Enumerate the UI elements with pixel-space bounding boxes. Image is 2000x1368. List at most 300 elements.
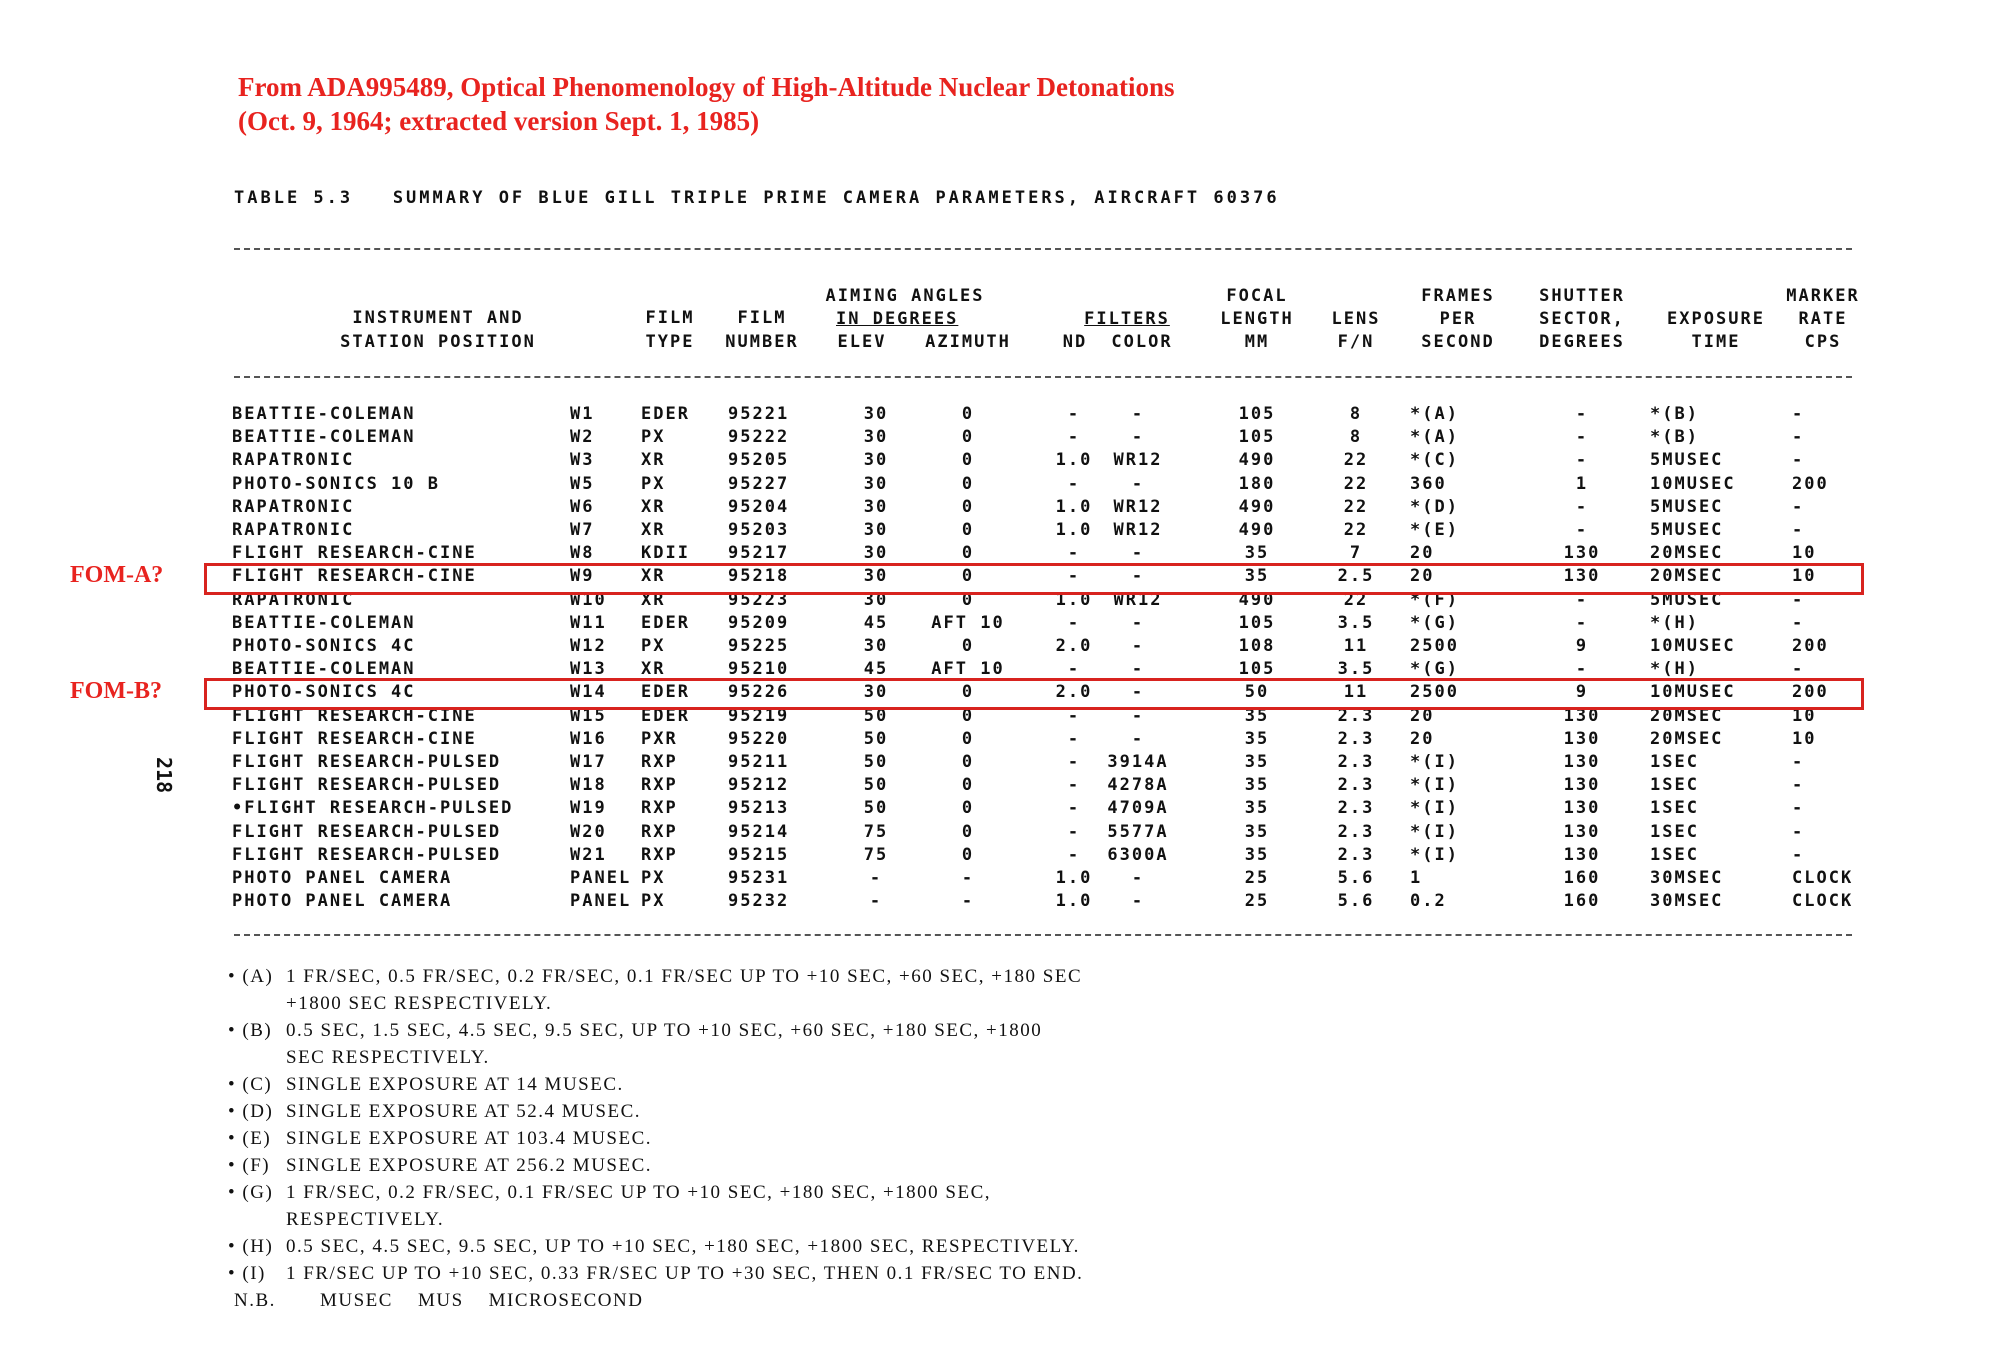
cell-color: -	[1131, 682, 1145, 703]
cell-color: -	[1131, 705, 1145, 726]
cell-marker: 10	[1792, 543, 1817, 564]
cell-focal: 490	[1238, 589, 1276, 610]
cell-azimuth: 0	[961, 496, 975, 517]
cell-marker: -	[1792, 775, 1805, 796]
cell-azimuth: 0	[961, 566, 975, 587]
cell-lens: 2.3	[1337, 752, 1375, 772]
cell-marker: -	[1792, 612, 1805, 633]
cell-azimuth: AFT 10	[931, 659, 1005, 680]
cell-shutter: -	[1575, 496, 1589, 517]
cell-lens: 2.3	[1337, 844, 1375, 865]
cell-marker: 200	[1792, 682, 1829, 703]
cell-film-type: EDER	[641, 612, 690, 633]
cell-station: W19	[570, 798, 607, 819]
footnote-text: SINGLE EXPOSURE AT 52.4 MUSEC.	[286, 1101, 642, 1122]
cell-azimuth: -	[961, 868, 975, 888]
cell-film-type: XR	[641, 566, 666, 587]
header-filters-text: FILTERS	[1084, 309, 1170, 329]
cell-shutter: 130	[1563, 705, 1601, 726]
cell-film-number: 95209	[728, 612, 790, 633]
cell-exposure: 5MUSEC	[1650, 496, 1724, 517]
footnote-line	[228, 1045, 490, 1071]
cell-color: -	[1131, 543, 1145, 564]
cell-station: W20	[570, 821, 607, 842]
cell-shutter: -	[1575, 450, 1589, 471]
cell-film-number: 95213	[728, 798, 790, 819]
footnote-mark: • (B)	[228, 1020, 273, 1041]
cell-station: W6	[570, 496, 595, 517]
cell-focal: 35	[1244, 775, 1270, 796]
cell-elev: 75	[863, 821, 889, 842]
cell-lens: 22	[1343, 450, 1369, 471]
header-exposure-1: EXPOSURE	[1667, 309, 1765, 329]
cell-focal: 25	[1244, 891, 1270, 912]
cell-exposure: 10MUSEC	[1650, 636, 1736, 656]
cell-color: -	[1131, 659, 1145, 680]
cell-instrument: BEATTIE-COLEMAN	[232, 659, 416, 680]
cell-nd: 2.0	[1055, 636, 1093, 656]
cell-lens: 22	[1343, 589, 1369, 610]
footnote-line	[228, 991, 552, 1017]
header-focal-1: FOCAL	[1226, 286, 1288, 306]
cell-color: -	[1131, 404, 1145, 424]
cell-instrument: FLIGHT RESEARCH-PULSED	[232, 775, 502, 796]
cell-marker: -	[1792, 427, 1805, 448]
cell-exposure: 20MSEC	[1650, 705, 1724, 726]
fom-b-highlight-box	[204, 678, 1864, 710]
cell-color: -	[1131, 891, 1145, 912]
cell-lens: 2.5	[1337, 566, 1375, 587]
footnote-text: 1 FR/SEC UP TO +10 SEC, 0.33 FR/SEC UP TO +30 SEC, THEN 0.1 FR/SEC TO END.	[286, 1263, 1084, 1284]
cell-nd: 1.0	[1055, 891, 1093, 912]
cell-focal: 105	[1238, 427, 1276, 448]
header-aiming-2-text: IN DEGREES	[836, 309, 959, 329]
footnote-mark: • (D)	[228, 1101, 274, 1122]
cell-frames: *(A)	[1410, 427, 1459, 448]
source-header-line-2: (Oct. 9, 1964; extracted version Sept. 1, 1985)	[238, 106, 760, 136]
cell-color: WR12	[1113, 520, 1163, 540]
cell-color: 6300A	[1107, 844, 1169, 865]
cell-lens: 11	[1343, 682, 1369, 703]
cell-film-number: 95222	[728, 427, 790, 448]
footnote-line	[228, 964, 1082, 990]
cell-azimuth: 0	[961, 682, 975, 703]
page-number: 218	[152, 757, 176, 794]
cell-frames: *(F)	[1410, 589, 1459, 610]
footnote-mark: N.B.	[234, 1290, 276, 1311]
cell-film-type: KDII	[641, 543, 690, 564]
cell-station: W3	[570, 450, 595, 471]
cell-instrument: RAPATRONIC	[232, 589, 355, 610]
cell-station: PANEL	[570, 891, 632, 912]
cell-shutter: 1	[1575, 473, 1589, 494]
cell-frames: *(C)	[1410, 450, 1459, 471]
cell-nd: 2.0	[1055, 682, 1093, 703]
cell-lens: 2.3	[1337, 821, 1375, 842]
cell-frames: *(D)	[1410, 496, 1459, 517]
cell-instrument: BEATTIE-COLEMAN	[232, 404, 416, 424]
footnote-line	[228, 1234, 1080, 1260]
cell-focal: 50	[1244, 682, 1270, 703]
cell-shutter: -	[1575, 520, 1589, 540]
cell-exposure: 10MUSEC	[1650, 473, 1736, 494]
cell-focal: 35	[1244, 844, 1270, 865]
cell-film-number: 95212	[728, 775, 790, 796]
cell-marker: -	[1792, 589, 1805, 610]
cell-exposure: 1SEC	[1650, 798, 1699, 819]
cell-exposure: 20MSEC	[1650, 566, 1724, 587]
cell-frames: *(E)	[1410, 520, 1459, 540]
cell-shutter: -	[1575, 659, 1589, 680]
cell-elev: 30	[863, 682, 889, 703]
cell-elev: 30	[863, 543, 889, 564]
cell-azimuth: 0	[961, 752, 975, 772]
footnote-mark: • (H)	[228, 1236, 274, 1257]
footnote-text: +1800 SEC RESPECTIVELY.	[286, 993, 553, 1014]
cell-station: W7	[570, 520, 595, 540]
cell-instrument: FLIGHT RESEARCH-CINE	[232, 566, 477, 587]
header-color: COLOR	[1111, 332, 1173, 352]
cell-nd: -	[1067, 659, 1081, 680]
footnote-mark: • (G)	[228, 1182, 274, 1203]
cell-nd: -	[1067, 775, 1081, 796]
footnote-text: SINGLE EXPOSURE AT 256.2 MUSEC.	[286, 1155, 653, 1176]
cell-instrument: FLIGHT RESEARCH-CINE	[232, 543, 477, 564]
cell-shutter: -	[1575, 404, 1589, 424]
cell-azimuth: 0	[961, 705, 975, 726]
cell-film-type: PX	[641, 636, 666, 656]
cell-color: 4709A	[1107, 798, 1169, 819]
cell-azimuth: 0	[961, 473, 975, 494]
cell-instrument: RAPATRONIC	[232, 496, 355, 517]
cell-exposure: 30MSEC	[1650, 891, 1724, 912]
fom-b-label: FOM-B?	[70, 678, 162, 704]
header-shutter-3: DEGREES	[1539, 332, 1625, 352]
header-nd: ND	[1062, 332, 1088, 352]
header-azimuth: AZIMUTH	[925, 332, 1011, 352]
footnote-line	[228, 1099, 641, 1125]
cell-elev: 30	[863, 404, 889, 424]
cell-film-type: EDER	[641, 682, 690, 703]
cell-nd: -	[1067, 543, 1081, 564]
cell-azimuth: 0	[961, 844, 975, 865]
cell-shutter: 9	[1575, 682, 1589, 703]
cell-film-number: 95219	[728, 705, 790, 726]
cell-color: 3914A	[1107, 752, 1169, 772]
cell-exposure: 10MUSEC	[1650, 682, 1736, 703]
header-film-type-1: FILM	[645, 308, 695, 328]
cell-instrument: PHOTO-SONICS 4C	[232, 636, 416, 656]
cell-focal: 35	[1244, 798, 1270, 819]
cell-nd: -	[1067, 728, 1081, 749]
cell-focal: 35	[1244, 705, 1270, 726]
cell-station: W18	[570, 775, 607, 796]
cell-frames: *(A)	[1410, 404, 1459, 424]
cell-station: W5	[570, 473, 595, 494]
cell-azimuth: 0	[961, 728, 975, 749]
cell-film-number: 95204	[728, 496, 790, 517]
cell-station: W9	[570, 566, 595, 587]
table-title: TABLE 5.3 SUMMARY OF BLUE GILL TRIPLE PRIME CAMERA PARAMETERS, AIRCRAFT 60376	[234, 188, 1280, 208]
footnote-mark: • (F)	[228, 1155, 271, 1176]
footnote-text: SINGLE EXPOSURE AT 103.4 MUSEC.	[286, 1128, 653, 1149]
cell-station: W13	[570, 659, 607, 680]
cell-marker: -	[1792, 450, 1805, 471]
cell-marker: 200	[1792, 636, 1829, 656]
cell-shutter: -	[1575, 612, 1589, 633]
cell-film-number: 95227	[728, 473, 790, 494]
cell-instrument: FLIGHT RESEARCH-CINE	[232, 705, 477, 726]
cell-film-type: XR	[641, 520, 666, 540]
cell-film-type: EDER	[641, 404, 690, 424]
cell-station: W15	[570, 705, 607, 726]
cell-lens: 8	[1349, 427, 1363, 448]
cell-lens: 22	[1343, 473, 1369, 494]
cell-lens: 5.6	[1337, 891, 1375, 912]
footnote-text: 0.5 SEC, 1.5 SEC, 4.5 SEC, 9.5 SEC, UP TO +10 SEC, +60 SEC, +180 SEC, +1800	[286, 1020, 1043, 1041]
cell-azimuth: 0	[961, 821, 975, 842]
cell-color: 4278A	[1107, 775, 1169, 796]
cell-instrument: FLIGHT RESEARCH-PULSED	[232, 844, 502, 865]
cell-exposure: 1SEC	[1650, 821, 1699, 842]
fom-a-label: FOM-A?	[70, 562, 164, 588]
cell-shutter: -	[1575, 589, 1589, 610]
footnote-text: 0.5 SEC, 4.5 SEC, 9.5 SEC, UP TO +10 SEC, +180 SEC, +1800 SEC, RESPECTIVELY.	[286, 1236, 1080, 1257]
cell-marker: -	[1792, 404, 1805, 424]
cell-azimuth: 0	[961, 450, 975, 471]
cell-instrument: FLIGHT RESEARCH-CINE	[232, 728, 477, 749]
cell-focal: 35	[1244, 566, 1270, 587]
cell-focal: 490	[1238, 450, 1276, 471]
footnote-text: SEC RESPECTIVELY.	[286, 1047, 490, 1068]
cell-film-number: 95226	[728, 682, 790, 703]
cell-color: 5577A	[1107, 821, 1169, 842]
header-filters	[1084, 307, 1170, 331]
cell-instrument: FLIGHT RESEARCH-PULSED	[232, 752, 502, 772]
cell-elev: 75	[863, 844, 889, 865]
cell-station: W21	[570, 844, 607, 865]
footnote-mark: • (I)	[228, 1263, 266, 1284]
cell-shutter: 130	[1563, 752, 1601, 772]
cell-exposure: 20MSEC	[1650, 543, 1724, 564]
cell-marker: -	[1792, 496, 1805, 517]
cell-focal: 180	[1238, 473, 1276, 494]
cell-focal: 105	[1238, 612, 1276, 633]
cell-azimuth: 0	[961, 798, 975, 819]
cell-film-number: 95220	[728, 728, 790, 749]
cell-station: W1	[570, 404, 595, 424]
cell-elev: 30	[863, 636, 889, 656]
cell-focal: 35	[1244, 728, 1270, 749]
cell-lens: 2.3	[1337, 775, 1375, 796]
cell-lens: 2.3	[1337, 705, 1375, 726]
cell-station: W14	[570, 682, 607, 703]
cell-film-type: RXP	[641, 775, 678, 796]
cell-nd: 1.0	[1055, 868, 1093, 888]
header-aiming-1: AIMING ANGLES	[825, 286, 985, 306]
cell-film-number: 95231	[728, 868, 790, 888]
cell-frames: 20	[1410, 728, 1435, 749]
cell-instrument: BEATTIE-COLEMAN	[232, 612, 416, 633]
cell-instrument: PHOTO PANEL CAMERA	[232, 891, 453, 912]
cell-elev: -	[869, 891, 883, 912]
cell-marker: -	[1792, 844, 1805, 865]
cell-exposure: 5MUSEC	[1650, 589, 1724, 610]
footnote-line	[234, 1288, 643, 1314]
header-aiming-2	[836, 307, 958, 331]
cell-color: -	[1131, 868, 1145, 888]
cell-station: W12	[570, 636, 607, 656]
cell-frames: 20	[1410, 705, 1435, 726]
cell-film-number: 95210	[728, 659, 790, 680]
cell-shutter: 130	[1563, 566, 1601, 587]
cell-frames: *(I)	[1410, 752, 1459, 772]
footnote-line	[228, 1072, 624, 1098]
cell-shutter: 130	[1563, 543, 1601, 564]
header-frames-2: PER	[1439, 309, 1477, 329]
cell-color: WR12	[1113, 496, 1163, 517]
cell-nd: -	[1067, 798, 1081, 819]
cell-color: -	[1131, 427, 1145, 448]
cell-nd: -	[1067, 427, 1081, 448]
cell-color: -	[1131, 566, 1145, 587]
cell-elev: 50	[863, 705, 889, 726]
cell-elev: 30	[863, 450, 889, 471]
cell-azimuth: AFT 10	[931, 612, 1005, 633]
cell-frames: *(I)	[1410, 821, 1459, 842]
cell-film-type: PXR	[641, 728, 678, 749]
cell-instrument: PHOTO-SONICS 4C	[232, 682, 416, 703]
cell-shutter: 130	[1563, 844, 1601, 865]
cell-film-number: 95205	[728, 450, 790, 471]
cell-station: W11	[570, 612, 607, 633]
cell-film-number: 95232	[728, 891, 790, 912]
cell-exposure: 1SEC	[1650, 752, 1699, 772]
cell-azimuth: 0	[961, 543, 975, 564]
cell-film-type: PX	[641, 427, 666, 448]
cell-shutter: -	[1575, 427, 1589, 448]
cell-instrument: FLIGHT RESEARCH-PULSED	[232, 821, 502, 842]
cell-azimuth: -	[961, 891, 975, 912]
cell-instrument: PHOTO PANEL CAMERA	[232, 868, 453, 888]
fom-a-highlight-box	[204, 563, 1864, 595]
header-focal-3: MM	[1244, 332, 1270, 352]
cell-film-type: RXP	[641, 798, 678, 819]
header-shutter-2: SECTOR,	[1539, 309, 1625, 329]
footnote-line	[228, 1180, 991, 1206]
cell-frames: 20	[1410, 566, 1435, 587]
cell-exposure: 1SEC	[1650, 775, 1699, 796]
cell-elev: 30	[863, 427, 889, 448]
cell-station: W8	[570, 543, 595, 564]
cell-marker: CLOCK	[1792, 891, 1854, 912]
header-marker-3: CPS	[1804, 332, 1842, 352]
cell-exposure: 20MSEC	[1650, 728, 1724, 749]
cell-azimuth: 0	[961, 775, 975, 796]
cell-film-number: 95211	[728, 752, 790, 772]
cell-shutter: 160	[1563, 868, 1601, 888]
cell-elev: 30	[863, 566, 889, 587]
cell-nd: -	[1067, 705, 1081, 726]
cell-film-number: 95225	[728, 636, 790, 656]
cell-marker: CLOCK	[1792, 868, 1854, 888]
cell-nd: 1.0	[1055, 496, 1093, 517]
cell-instrument: RAPATRONIC	[232, 450, 355, 471]
cell-station: W2	[570, 427, 595, 448]
cell-azimuth: 0	[961, 404, 975, 424]
cell-focal: 105	[1238, 404, 1276, 424]
cell-exposure: 5MUSEC	[1650, 520, 1724, 540]
cell-film-type: PX	[641, 473, 666, 494]
source-header-line-1: From ADA995489, Optical Phenomenology of High-Altitude Nuclear Detonations	[238, 72, 1175, 102]
cell-marker: 10	[1792, 705, 1817, 726]
cell-instrument: •FLIGHT RESEARCH-PULSED	[232, 798, 514, 819]
header-marker-1: MARKER	[1786, 286, 1860, 306]
cell-frames: 20	[1410, 543, 1435, 564]
cell-exposure: *(B)	[1650, 404, 1699, 424]
cell-marker: 10	[1792, 566, 1817, 587]
cell-color: -	[1131, 612, 1145, 633]
cell-exposure: 30MSEC	[1650, 868, 1724, 888]
cell-marker: -	[1792, 821, 1805, 842]
cell-station: W17	[570, 752, 607, 772]
header-frames-3: SECOND	[1421, 332, 1495, 352]
footnote-text: MUSEC MUS MICROSECOND	[320, 1290, 644, 1311]
cell-shutter: 9	[1575, 636, 1589, 656]
cell-exposure: *(B)	[1650, 427, 1699, 448]
cell-elev: -	[869, 868, 883, 888]
cell-color: -	[1131, 473, 1145, 494]
cell-color: WR12	[1113, 589, 1163, 610]
cell-focal: 35	[1244, 543, 1270, 564]
cell-shutter: 130	[1563, 798, 1601, 819]
footnote-text: SINGLE EXPOSURE AT 14 MUSEC.	[286, 1074, 624, 1095]
cell-color: WR12	[1113, 450, 1163, 471]
table-top-rule	[234, 248, 1852, 250]
header-film-type-2: TYPE	[645, 332, 695, 352]
cell-frames: *(G)	[1410, 612, 1459, 633]
cell-station: W10	[570, 589, 607, 610]
cell-instrument: RAPATRONIC	[232, 520, 355, 540]
table-bottom-rule	[234, 934, 1852, 936]
footnote-text: 1 FR/SEC, 0.2 FR/SEC, 0.1 FR/SEC UP TO +10 SEC, +180 SEC, +1800 SEC,	[286, 1182, 991, 1203]
cell-lens: 7	[1349, 543, 1363, 564]
cell-focal: 25	[1244, 868, 1270, 888]
footnote-text: RESPECTIVELY.	[286, 1209, 445, 1230]
cell-shutter: 160	[1563, 891, 1601, 912]
cell-nd: 1.0	[1055, 450, 1093, 471]
cell-film-number: 95217	[728, 543, 790, 564]
footnote-mark: • (C)	[228, 1074, 273, 1095]
footnote-line	[228, 1126, 652, 1152]
cell-nd: -	[1067, 404, 1081, 424]
cell-nd: 1.0	[1055, 589, 1093, 610]
cell-film-type: RXP	[641, 821, 678, 842]
cell-film-type: EDER	[641, 705, 690, 726]
cell-shutter: 130	[1563, 821, 1601, 842]
cell-exposure: 1SEC	[1650, 844, 1699, 865]
cell-frames: *(G)	[1410, 659, 1459, 680]
cell-elev: 30	[863, 589, 889, 610]
cell-nd: -	[1067, 566, 1081, 587]
cell-focal: 35	[1244, 821, 1270, 842]
cell-film-type: XR	[641, 496, 666, 517]
footnote-line	[228, 1207, 444, 1233]
cell-film-type: XR	[641, 450, 666, 471]
cell-lens: 8	[1349, 404, 1363, 424]
cell-azimuth: 0	[961, 427, 975, 448]
cell-nd: -	[1067, 473, 1081, 494]
